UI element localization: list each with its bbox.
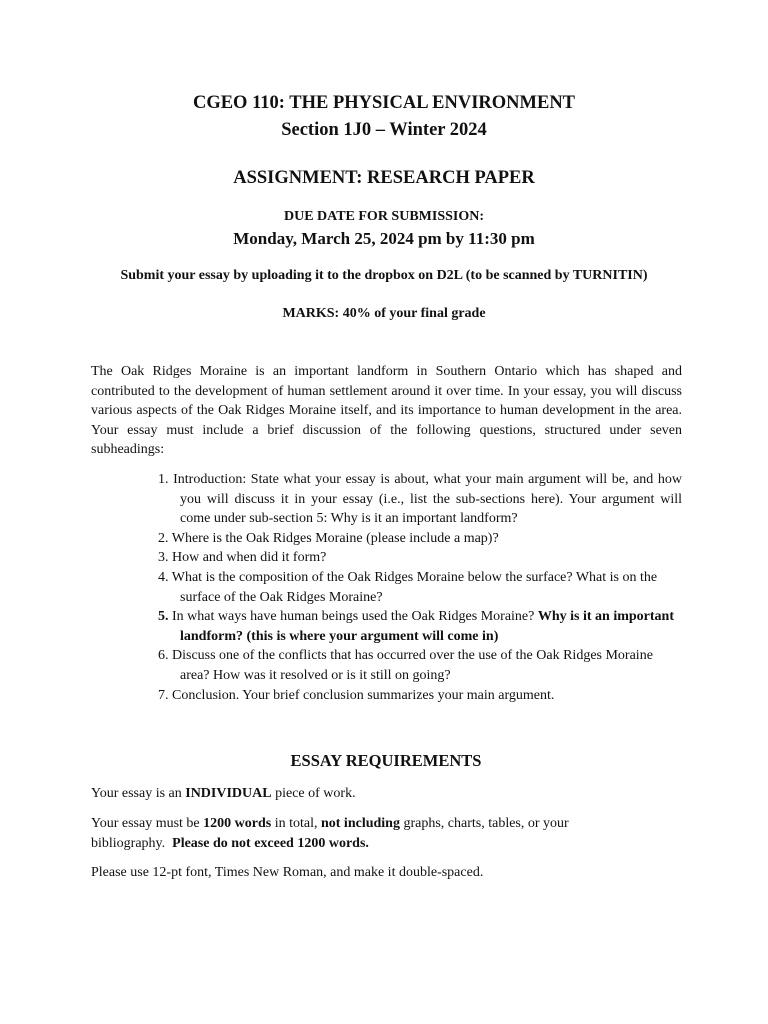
- item-number: 1.: [158, 472, 169, 487]
- course-title: CGEO 110: THE PHYSICAL ENVIRONMENT: [192, 93, 576, 113]
- due-date-label: DUE DATE FOR SUBMISSION:: [283, 209, 485, 224]
- item-number: 2.: [158, 530, 169, 546]
- item-number: 6.: [158, 648, 169, 664]
- text-run: piece of work.: [271, 786, 356, 801]
- list-item: [158, 548, 682, 568]
- item-number: 4.: [158, 569, 169, 585]
- list-item: [158, 686, 682, 706]
- text-run: Your essay is an: [91, 786, 186, 801]
- list-item: [158, 529, 682, 549]
- item-text: In what ways have human beings used the Oak Ridges Moraine?: [172, 609, 535, 625]
- due-date: Monday, March 25, 2024 pm by 11:30 pm: [233, 229, 535, 248]
- requirement-formatting: Please use 12-pt font, Times New Roman, and make it double-spaced.: [91, 865, 484, 880]
- list-item: [158, 568, 682, 607]
- item-text: What is the composition of the Oak Ridges Moraine below the surface? What is on the surface of the Oak Ridges Moraine?: [171, 569, 658, 605]
- marks-weight: MARKS: 40% of your final grade: [282, 306, 486, 321]
- intro-paragraph: The Oak Ridges Moraine is an important landform in Southern Ontario which has shaped and contributed to the development of human settlement around it over time. In your essay, you will discuss various aspects of the Oak Ridges Moraine itself, and its importance to human development in the area. Your essay must include a brief discussion of the following questions, structured under seven subheadings:: [91, 364, 682, 458]
- text-emphasis: INDIVIDUAL: [185, 786, 272, 801]
- requirement-word-count: [91, 814, 621, 853]
- text-emphasis: not including: [320, 816, 400, 831]
- question-list: [158, 470, 682, 705]
- text-run: Your essay must be: [91, 816, 204, 831]
- item-text: Discuss one of the conflicts that has occurred over the use of the Oak Ridges Moraine area? How was it resolved or is it still on going?: [172, 648, 653, 683]
- item-text: Conclusion. Your brief conclusion summarizes your main argument.: [172, 687, 555, 703]
- requirement-individual: [91, 784, 682, 804]
- text-run: graphs, charts, tables, or your bibliography.: [91, 816, 573, 851]
- submission-instructions: Submit your essay by uploading it to the dropbox on D2L (to be scanned by TURNITIN): [120, 268, 648, 283]
- item-text: How and when did it form?: [172, 550, 327, 566]
- list-item: [158, 607, 682, 646]
- list-item: [158, 470, 682, 529]
- list-item: [158, 646, 682, 685]
- item-number: 5.: [158, 609, 169, 625]
- item-emphasis: Why is it an important landform? (this is where your argument will come in): [180, 609, 674, 644]
- text-emphasis: Please do not exceed 1200 words.: [172, 835, 369, 851]
- item-text: Introduction: State what your essay is about, what your main argument will be, and how you will discuss it in your essay (i.e., list the sub-sections here). Your argument will come under sub-section 5: Why is it an important landform?: [173, 472, 682, 527]
- text-run: in total,: [271, 816, 321, 831]
- item-number: 7.: [158, 687, 169, 703]
- section-title: Section 1J0 – Winter 2024: [281, 120, 487, 140]
- item-number: 3.: [158, 550, 169, 566]
- text-emphasis: 1200 words: [203, 816, 272, 831]
- assignment-title: ASSIGNMENT: RESEARCH PAPER: [233, 168, 535, 188]
- requirements-heading: ESSAY REQUIREMENTS: [290, 751, 482, 770]
- item-text: Where is the Oak Ridges Moraine (please include a map)?: [171, 530, 499, 546]
